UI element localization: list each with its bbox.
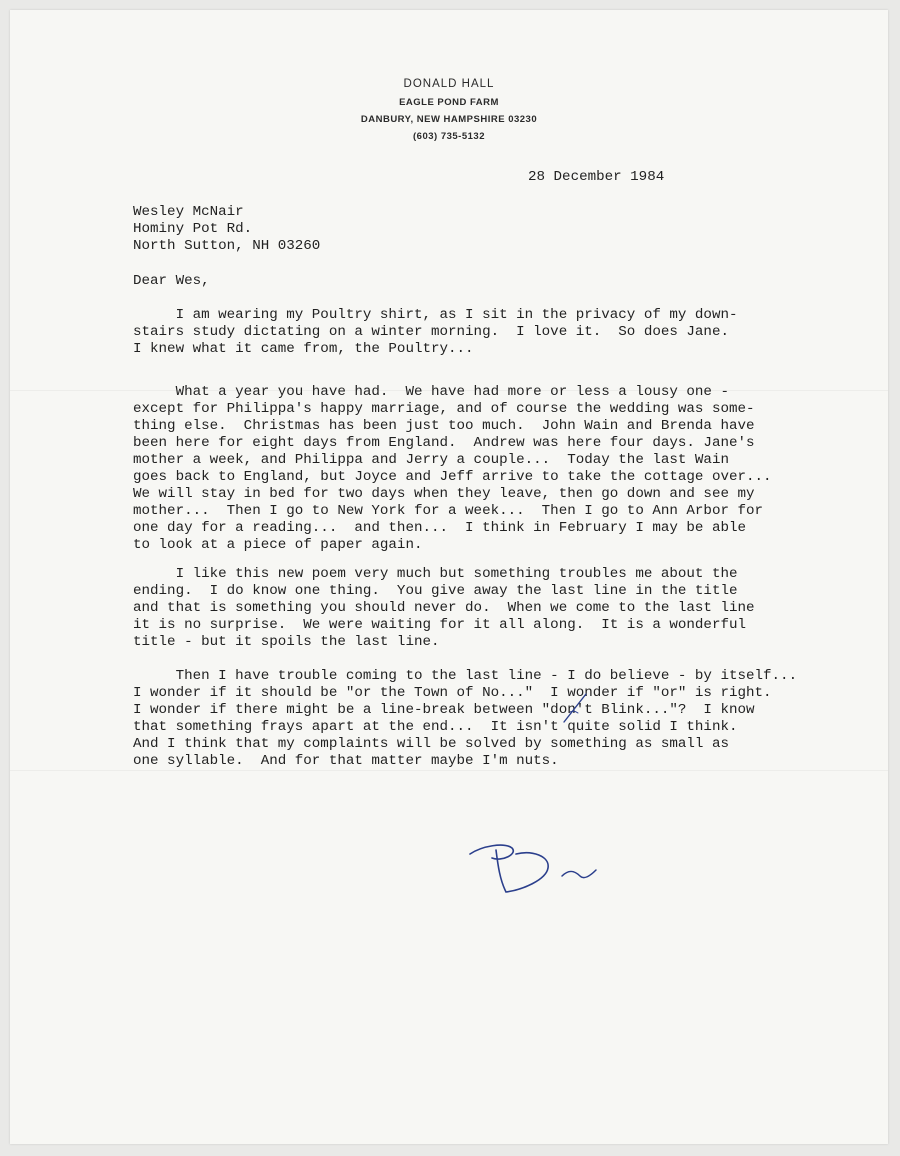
text-line: I wonder if it should be "or the Town of No..." I wonder if "or" is right. — [133, 685, 772, 701]
text-line: mother a week, and Philippa and Jerry a couple... Today the last Wain — [133, 452, 729, 468]
text-line: been here for eight days from England. Andrew was here four days. Jane's — [133, 435, 755, 451]
paragraph-4 — [133, 668, 797, 770]
letter-page — [10, 10, 888, 1144]
recipient-line: Wesley McNair — [133, 204, 244, 220]
text-line: goes back to England, but Joyce and Jeff arrive to take the cottage over... — [133, 469, 772, 485]
fold-line-lower — [10, 770, 888, 771]
recipient-line: North Sutton, NH 03260 — [133, 238, 321, 254]
text-line: thing else. Christmas has been just too much. John Wain and Brenda have — [133, 418, 755, 434]
paragraph-3 — [133, 566, 755, 651]
letterhead-address: DANBURY, NEW HAMPSHIRE 03230 — [360, 114, 538, 125]
text-line: that something frays apart at the end... It isn't quite solid I think. — [133, 719, 738, 735]
text-line: I knew what it came from, the Poultry... — [133, 341, 474, 357]
letterhead-farm: EAGLE POND FARM — [399, 97, 499, 108]
salutation: Dear Wes, — [133, 273, 210, 289]
text-line: except for Philippa's happy marriage, and of course the wedding was some- — [133, 401, 755, 417]
text-line: stairs study dictating on a winter morning. I love it. So does Jane. — [133, 324, 729, 340]
recipient-line: Hominy Pot Rd. — [133, 221, 253, 237]
text-line: one syllable. And for that matter maybe I'm nuts. — [133, 753, 559, 769]
letterhead-name: DONALD HALL — [403, 78, 495, 90]
letter-date: 28 December 1984 — [528, 169, 665, 185]
text-line: and that is something you should never do. When we come to the last line — [133, 600, 755, 616]
signature-icon — [462, 832, 612, 912]
text-line: one day for a reading... and then... I think in February I may be able — [133, 520, 746, 536]
text-line: I like this new poem very much but something troubles me about the — [133, 566, 738, 582]
text-line: Then I have trouble coming to the last line - I do believe - by itself... — [133, 668, 798, 684]
text-line: it is no surprise. We were waiting for it all along. It is a wonderful — [133, 617, 746, 633]
text-line: to look at a piece of paper again. — [133, 537, 423, 553]
recipient-address — [133, 204, 320, 255]
text-line: We will stay in bed for two days when they leave, then go down and see my — [133, 486, 755, 502]
text-line: What a year you have had. We have had more or less a lousy one - — [133, 384, 729, 400]
paragraph-2 — [133, 384, 772, 554]
correction-slash-icon — [556, 688, 596, 728]
letterhead-phone: (603) 735-5132 — [413, 131, 485, 142]
text-line: ending. I do know one thing. You give away the last line in the title — [133, 583, 738, 599]
text-line: title - but it spoils the last line. — [133, 634, 440, 650]
paragraph-1 — [133, 307, 738, 358]
text-line: mother... Then I go to New York for a week... Then I go to Ann Arbor for — [133, 503, 764, 519]
text-line: I am wearing my Poultry shirt, as I sit in the privacy of my down- — [133, 307, 738, 323]
text-line: I wonder if there might be a line-break between "don't Blink..."? I know — [133, 702, 755, 718]
text-line: And I think that my complaints will be solved by something as small as — [133, 736, 729, 752]
